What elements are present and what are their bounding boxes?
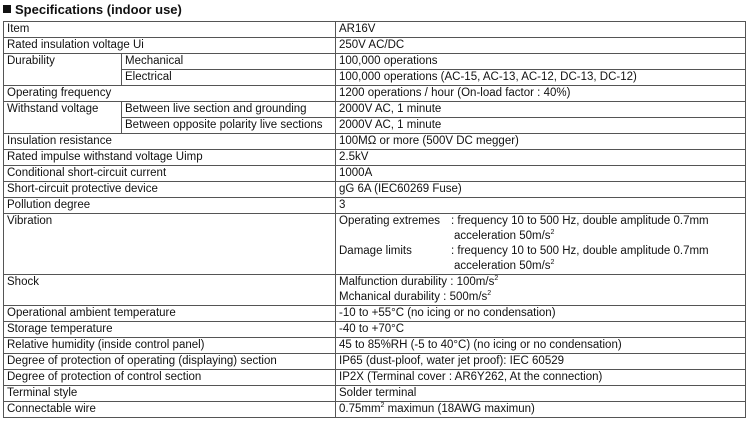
row-value: 100MΩ or more (500V DC megger) [336,134,746,150]
table-row [4,86,746,102]
table-row [4,38,746,54]
vibration-operating-line [339,214,742,229]
sub-label: Between opposite polarity live sections [122,118,336,134]
row-value: 45 to 85%RH (-5 to 40°C) (no icing or no condensation) [336,338,746,354]
shock-mechanical: Mchanical durability : 500m/s [339,291,488,303]
row-value: 2000V AC, 1 minute [336,102,746,118]
row-label: Shock [4,275,336,306]
row-label: Short-circuit protective device [4,182,336,198]
row-label: Connectable wire [4,402,336,418]
shock-mechanical-line [339,290,742,305]
table-row [4,134,746,150]
vibration-damage-key: Damage limits [339,245,412,257]
row-value: 1200 operations / hour (On-load factor : 40%) [336,86,746,102]
table-row [4,322,746,338]
row-label: Conditional short-circuit current [4,166,336,182]
sub-label: Between live section and grounding [122,102,336,118]
sub-label: Mechanical [122,54,336,70]
section-title: Specifications (indoor use) [15,2,182,17]
section-heading [3,2,182,18]
exponent: 2 [487,290,492,297]
table-row [4,182,746,198]
table-row [4,54,746,70]
table-row [4,338,746,354]
exponent: 2 [380,402,385,409]
table-row [4,306,746,322]
row-label: Terminal style [4,386,336,402]
square-bullet-icon [3,5,11,13]
table-row [4,354,746,370]
table-row [4,370,746,386]
row-label: Insulation resistance [4,134,336,150]
row-label: Operating frequency [4,86,336,102]
table-row [4,198,746,214]
row-value: 1000A [336,166,746,182]
row-value: IP65 (dust-ploof, water jet proof): IEC 60529 [336,354,746,370]
row-label: Item [4,22,336,38]
row-value [336,402,746,418]
row-label: Withstand voltage [4,102,122,134]
vibration-operating-spec: : frequency 10 to 500 Hz, double amplitude 0.7mm [451,215,709,227]
row-value: Solder terminal [336,386,746,402]
row-label: Vibration [4,214,336,275]
row-label: Durability [4,54,122,86]
row-label: Operational ambient temperature [4,306,336,322]
shock-malfunction: Malfunction durability : 100m/s [339,276,495,288]
row-value [336,275,746,306]
table-row [4,214,746,275]
row-value: 250V AC/DC [336,38,746,54]
row-value [336,214,746,275]
row-value: 3 [336,198,746,214]
row-value: gG 6A (IEC60269 Fuse) [336,182,746,198]
row-label: Rated insulation voltage Ui [4,38,336,54]
wire-size-note: maximun (18AWG maximun) [384,403,535,415]
table-row [4,402,746,418]
row-label: Storage temperature [4,322,336,338]
row-value: 100,000 operations (AC-15, AC-13, AC-12, DC-13, DC-12) [336,70,746,86]
specifications-table [3,21,746,418]
row-label: Relative humidity (inside control panel) [4,338,336,354]
row-label: Degree of protection of control section [4,370,336,386]
exponent: 2 [550,259,555,266]
row-value: 2.5kV [336,150,746,166]
vibration-damage-accel: acceleration 50m/s [454,260,551,272]
exponent: 2 [494,275,499,282]
row-value: -40 to +70°C [336,322,746,338]
table-row [4,102,746,118]
sub-label: Electrical [122,70,336,86]
vibration-operating-accel-line [339,229,742,244]
row-label: Degree of protection of operating (displaying) section [4,354,336,370]
exponent: 2 [550,229,555,236]
wire-size: 0.75mm [339,403,381,415]
vibration-damage-spec: : frequency 10 to 500 Hz, double amplitude 0.7mm [451,245,709,257]
table-row [4,386,746,402]
row-value: 2000V AC, 1 minute [336,118,746,134]
vibration-operating-key: Operating extremes [339,215,440,227]
row-label: Rated impulse withstand voltage Uimp [4,150,336,166]
table-row [4,166,746,182]
row-value: -10 to +55°C (no icing or no condensation) [336,306,746,322]
table-row [4,275,746,306]
vibration-damage-line [339,244,742,259]
table-row [4,150,746,166]
vibration-operating-accel: acceleration 50m/s [454,230,551,242]
row-value: AR16V [336,22,746,38]
shock-malfunction-line [339,275,742,290]
vibration-damage-accel-line [339,259,742,274]
row-value: 100,000 operations [336,54,746,70]
row-label: Pollution degree [4,198,336,214]
row-value: IP2X (Terminal cover : AR6Y262, At the connection) [336,370,746,386]
table-row [4,22,746,38]
